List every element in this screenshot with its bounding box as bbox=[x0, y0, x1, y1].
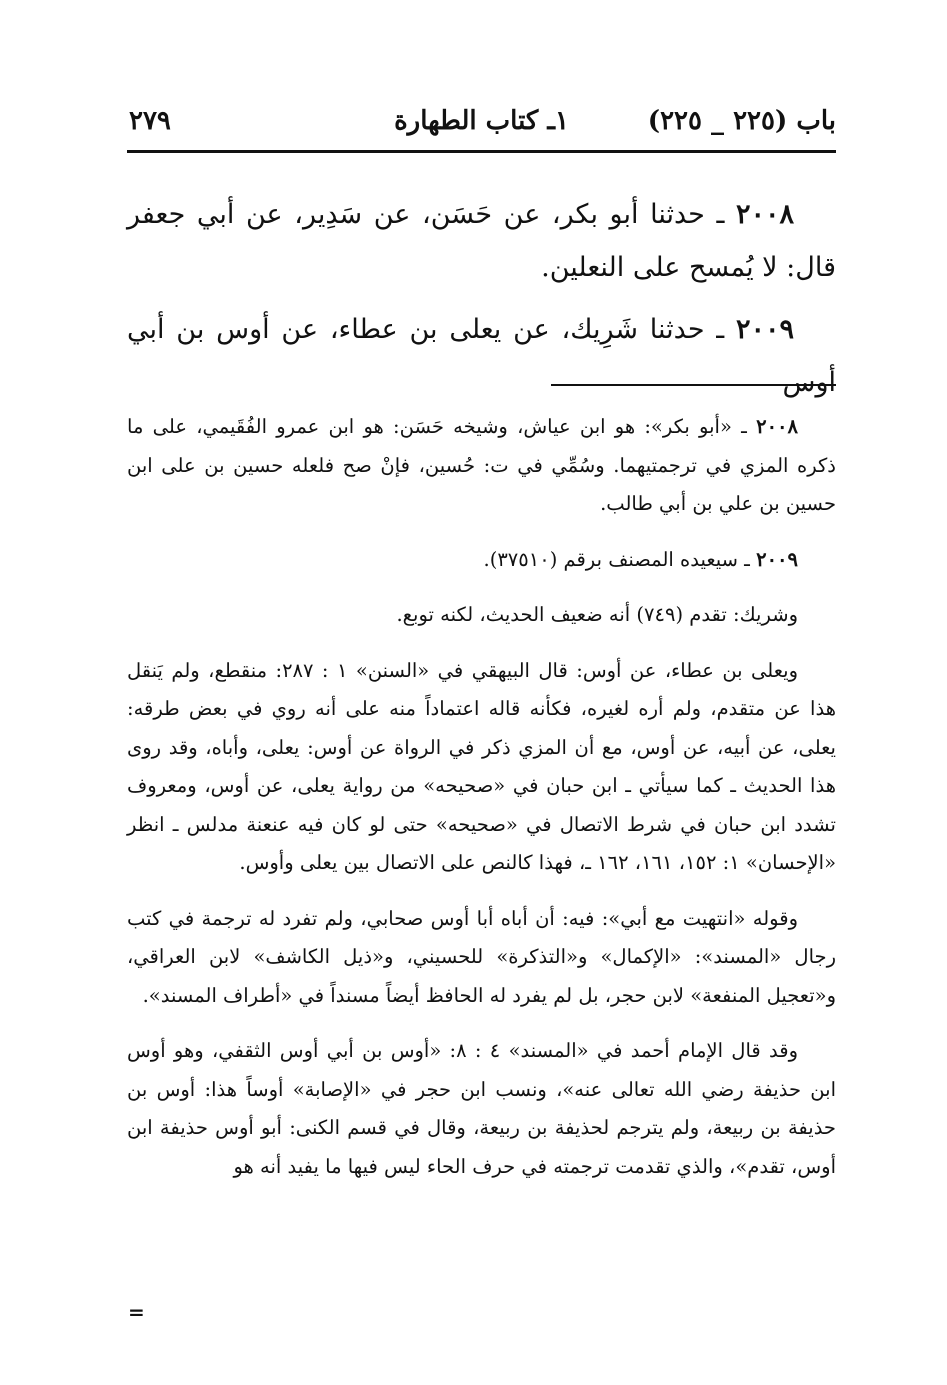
footnote-paragraph bbox=[127, 1032, 836, 1186]
continuation-mark: = bbox=[128, 1300, 145, 1324]
footnote-text: وقد قال الإمام أحمد في «المسند» ٤ : ٨: «أوس بن أبي أوس الثقفي، وهو أوس ابن حذيفة رضي الله تعالى عنه»، ونسب ابن حجر في «الإصابة» أوساً هذا: أوس بن حذيفة بن ربيعة، ولم يترجم لحذيفة بن ربيعة، وقال في قسم الكنى: أبو أوس حذيفة ابن أوس، تقدم»، والذي تقدمت ترجمته في حرف الحاء ليس فيها ما يفيد أنه هو bbox=[127, 1039, 836, 1178]
hadith-number: ٢٠٠٩ bbox=[735, 314, 794, 345]
footnote-text: وقوله «انتهيت مع أبي»: فيه: أن أباه أبا أوس صحابي، ولم تفرد له ترجمة في كتب رجال «المسند»: «الإكمال» و«التذكرة» للحسيني، و«ذيل الكاشف» لابن العراقي، و«تعجيل المنفعة» لابن حجر، بل لم يفرد له الحافظ أيضاً مسنداً في «أطراف المسند». bbox=[127, 906, 836, 1007]
chapter-range: باب (٢٢٥ _ ٢٢٥) bbox=[647, 106, 836, 136]
footnote-text: ـ «أبو بكر»: هو ابن عياش، وشيخه حَسَن: هو ابن عمرو الفُقَيمي، على ما ذكره المزي في ترجمتيهما. وسُمِّي في ت: حُسين، فإنْ صح فلعله حسين بن على ابن حسين بن علي بن أبي طالب. bbox=[127, 415, 836, 515]
footnote-text: وشريك: تقدم (٧٤٩) أنه ضعيف الحديث، لكنه توبع. bbox=[396, 603, 798, 626]
header-rule bbox=[127, 150, 836, 153]
hadith-2009 bbox=[127, 303, 836, 409]
book-title: ١ـ كتاب الطهارة bbox=[394, 106, 569, 136]
running-header bbox=[127, 100, 836, 146]
hadith-text: ـ حدثنا أبو بكر، عن حَسَن، عن سَدِير، عن أبي جعفر قال: لا يُمسح على النعلين. bbox=[127, 199, 836, 283]
hadith-number: ٢٠٠٨ bbox=[735, 199, 794, 230]
footnote-text: ـ سيعيده المصنف برقم (٣٧٥١٠). bbox=[483, 547, 750, 571]
footnote-2009 bbox=[127, 541, 836, 580]
hadith-text: ـ حدثنا شَرِيك، عن يعلى بن عطاء، عن أوس بن أبي أوس bbox=[127, 314, 836, 398]
footnote-paragraph bbox=[127, 900, 836, 1016]
footnote-number: ٢٠٠٩ bbox=[756, 547, 798, 571]
footnote-number: ٢٠٠٨ bbox=[756, 415, 798, 438]
footnote-separator bbox=[551, 384, 836, 386]
footnote-paragraph bbox=[127, 596, 836, 635]
footnote-2008 bbox=[127, 408, 836, 524]
hadith-2008 bbox=[127, 188, 836, 294]
footnote-paragraph bbox=[127, 652, 836, 883]
footnotes bbox=[127, 408, 836, 1203]
footnote-text: ويعلى بن عطاء، عن أوس: قال البيهقي في «السنن» ١ : ٢٨٧: منقطع، ولم يَنقل هذا عن متقدم، ولم أره لغيره، فكأنه قاله اعتماداً منه على أنه روي في بعض طرقه: يعلى، عن أبيه، عن أوس، مع أن المزي ذكر في الرواة عن أوس: يعلى، وأباه، وقد روى هذا الحديث ـ كما سيأتي ـ ابن حبان في «صحيحه» من رواية يعلى، عن أوس، ومعروف تشدد ابن حبان في شرط الاتصال في «صحيحه» حتى لو كان فيه عنعنة مدلس ـ انظر «الإحسان» ١: ١٥٢، ١٦١، ١٦٢ ـ، فهذا كالنص على الاتصال بين يعلى وأوس. bbox=[127, 658, 836, 874]
page-number: ٢٧٩ bbox=[129, 106, 171, 136]
